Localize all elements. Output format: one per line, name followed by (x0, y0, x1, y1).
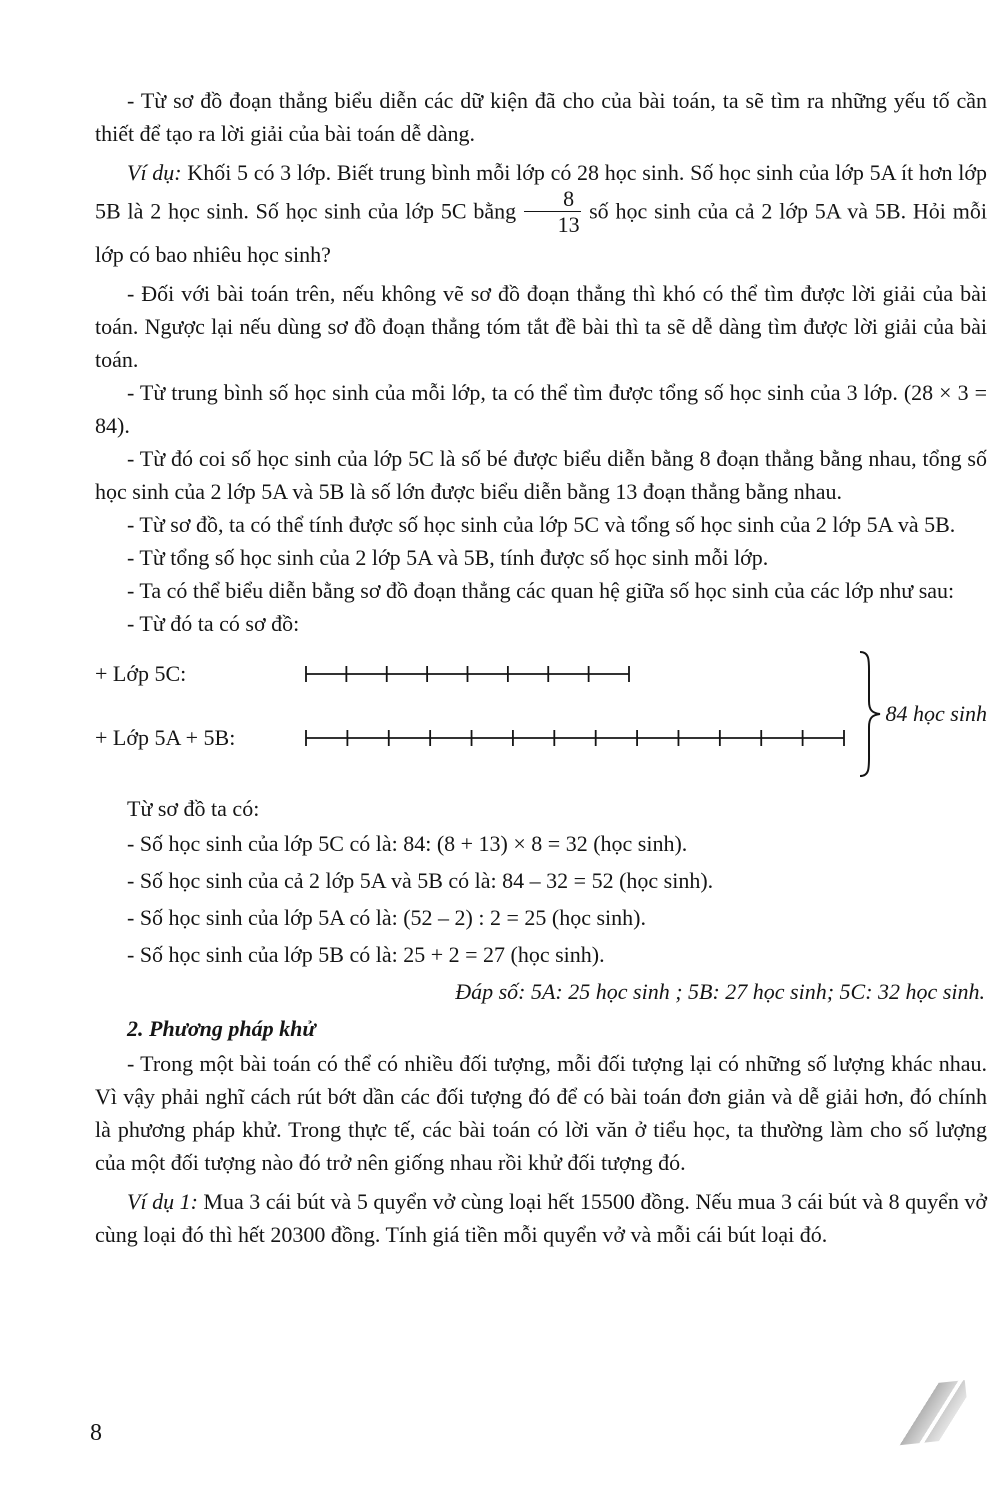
diagram-label-5a5b: + Lớp 5A + 5B: (95, 725, 236, 751)
diagram-label-5c: + Lớp 5C: (95, 661, 187, 687)
diagram-row-5c (95, 654, 987, 694)
example-text-before: Khối 5 có 3 lớp. Biết trung bình mỗi lớp có 28 học sinh. Số học sinh của lớp 5A ít hơn lớp 5B là 2 học sinh. Số học sinh của lớp 5C bằng (95, 160, 987, 224)
text-column (95, 84, 987, 1251)
example2-text: Mua 3 cái bút và 5 quyển vở cùng loại hết 15500 đồng. Nếu mua 3 cái bút và 8 quyển vở cùng loại đó thì hết 20300 đồng. Tính giá tiền mỗi quyển vở và mỗi cái bút loại đó. (95, 1189, 987, 1248)
brace-group (856, 646, 987, 782)
example2-paragraph (95, 1185, 987, 1251)
segment-line-5a5b (305, 727, 845, 749)
paragraph-khu-intro: - Trong một bài toán có thể có nhiều đối tượng, mỗi đối tượng lại có những số lượng khác nhau. Vì vậy phải nghĩ cách rút bớt dần các đối tượng đó để có bài toán đơn giản và dễ giải hơn, đó chính là phương pháp khử. Trong thực tế, các bài toán có lời văn ở tiểu học, ta thường làm cho số lượng của một đối tượng nào đó trở nên giống nhau rồi khử đối tượng đó. (95, 1051, 987, 1176)
paragraph-from-diagram: - Từ sơ đồ, ta có thể tính được số học sinh của lớp 5C và tổng số học sinh của 2 lớp 5A và 5B. (127, 512, 956, 538)
calc-5b: - Số học sinh của lớp 5B có là: 25 + 2 = 27 (học sinh). (127, 942, 605, 968)
calc-5a5b: - Số học sinh của cả 2 lớp 5A và 5B có là: 84 – 32 = 52 (học sinh). (127, 868, 714, 894)
paragraph-tu-so-do: Từ sơ đồ ta có: (127, 796, 260, 822)
paragraph-average: - Từ trung bình số học sinh của mỗi lớp, ta có thể tìm được tổng số học sinh của 3 lớp. (28 × 3 = 84). (95, 380, 987, 439)
example-text-after: số học sinh của cả 2 lớp 5A và 5B. Hỏi mỗi lớp có bao nhiêu học sinh? (95, 198, 987, 268)
fraction-numerator: 8 (524, 187, 581, 212)
example2-label: Ví dụ 1: (127, 1189, 198, 1215)
paragraph-sum: - Từ tổng số học sinh của 2 lớp 5A và 5B, tính được số học sinh mỗi lớp. (127, 545, 769, 571)
answer-line: Đáp số: 5A: 25 học sinh ; 5B: 27 học sinh; 5C: 32 học sinh. (455, 979, 985, 1005)
fraction-8-13 (524, 187, 581, 236)
calc-5c: - Số học sinh của lớp 5C có là: 84: (8 + 13) × 8 = 32 (học sinh). (127, 831, 688, 857)
section-heading-phuong-phap-khu: 2. Phương pháp khử (127, 1016, 316, 1042)
paragraph-so-do: - Từ đó ta có sơ đồ: (127, 611, 300, 637)
segment-line-5c (305, 663, 630, 685)
example-paragraph (95, 156, 987, 271)
paragraph-segments: - Từ đó coi số học sinh của lớp 5C là số bé được biểu diễn bằng 8 đoạn thẳng bằng nhau, tổng số học sinh của 2 lớp 5A và 5B là số lớn được biểu diễn bằng 13 đoạn thẳng bằng nhau. (95, 446, 987, 505)
segment-diagram (95, 654, 987, 786)
calc-5a: - Số học sinh của lớp 5A có là: (52 – 2) : 2 = 25 (học sinh). (127, 905, 646, 931)
paragraph-relations: - Ta có thể biểu diễn bằng sơ đồ đoạn thẳng các quan hệ giữa số học sinh của các lớp như sau: (127, 578, 955, 604)
diagram-row-5a5b (95, 718, 987, 758)
scan-artifact (887, 1380, 971, 1446)
brace-label: 84 học sinh (885, 701, 987, 727)
fraction-denominator: 13 (557, 212, 580, 238)
example-label: Ví dụ: (127, 160, 182, 185)
curly-brace-icon (856, 649, 882, 779)
paragraph-intro: - Từ sơ đồ đoạn thẳng biểu diễn các dữ kiện đã cho của bài toán, ta sẽ tìm ra những yếu tố cần thiết để tạo ra lời giải của bài toán dễ dàng. (95, 88, 987, 146)
paragraph-remark: - Đối với bài toán trên, nếu không vẽ sơ đồ đoạn thẳng thì khó có thể tìm được lời giải của bài toán. Ngược lại nếu dùng sơ đồ đoạn thẳng tóm tắt đề bài thì ta sẽ dễ dàng tìm được lời giải của bài toán. (95, 281, 987, 373)
page-number: 8 (90, 1420, 102, 1446)
